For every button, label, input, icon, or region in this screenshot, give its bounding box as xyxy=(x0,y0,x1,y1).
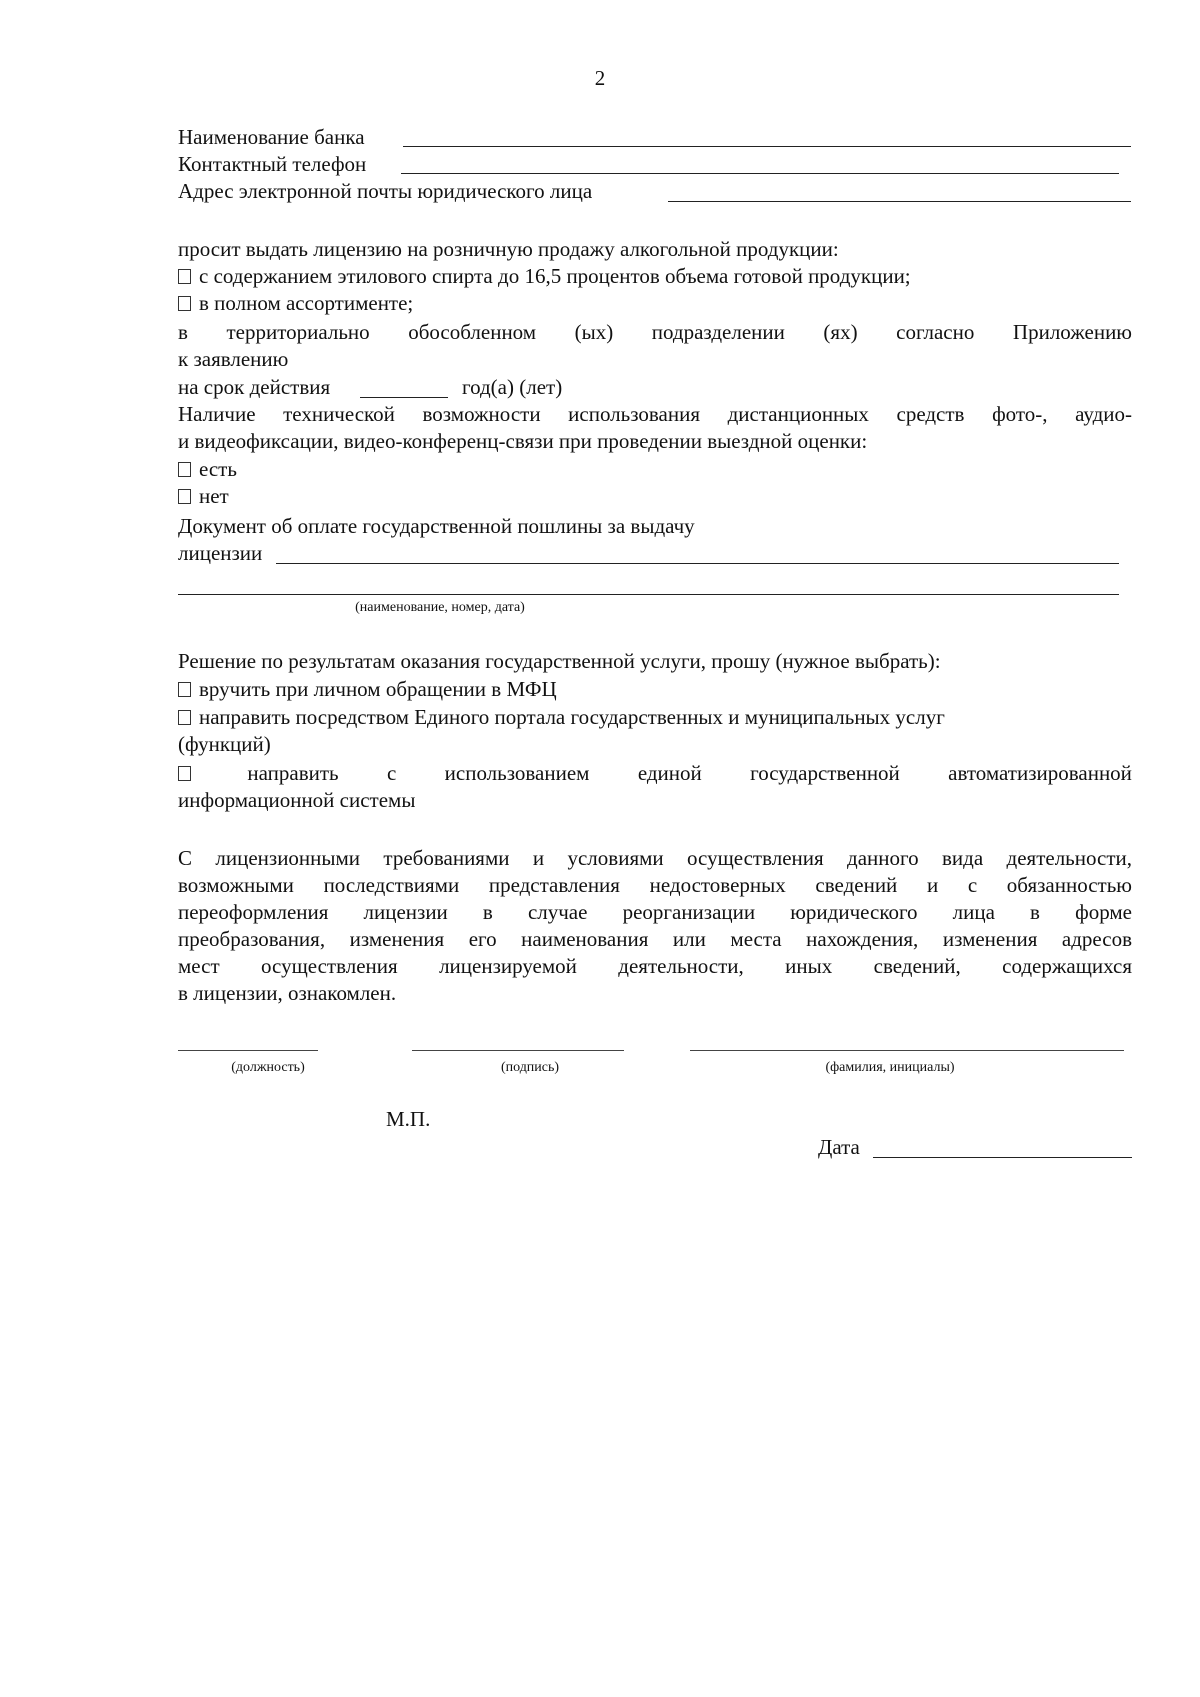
decision-intro: Решение по результатам оказания государственной услуги, прошу (нужное выбрать): xyxy=(178,649,941,673)
request-intro: просит выдать лицензию на розничную продажу алкогольной продукции: xyxy=(178,237,839,261)
egais-word: с xyxy=(386,761,397,785)
tech-yes-checkbox[interactable] xyxy=(178,462,191,477)
option-portal xyxy=(178,704,945,730)
fee-document-field-2[interactable] xyxy=(178,594,1119,595)
bank-name-label: Наименование банка xyxy=(178,125,365,149)
name-caption: (фамилия, инициалы) xyxy=(825,1060,955,1075)
fee-line-1: Документ об оплате государственной пошлины за выдачу xyxy=(178,514,695,538)
position-caption: (должность) xyxy=(231,1060,305,1075)
egais-checkbox[interactable] xyxy=(178,766,191,781)
fee-caption: (наименование, номер, дата) xyxy=(355,600,525,615)
option-full-assortment xyxy=(178,290,413,316)
ack-line-3: переоформления лицензии в случае реорганизации юридического лица в форме xyxy=(178,900,1132,924)
phone-field[interactable] xyxy=(401,173,1119,174)
tech-line-2: и видеофиксации, видео-конференц-связи при проведении выездной оценки: xyxy=(178,429,868,453)
tech-yes-option xyxy=(178,456,237,482)
low-alcohol-checkbox[interactable] xyxy=(178,269,191,284)
mfc-checkbox[interactable] xyxy=(178,682,191,697)
option-full-assortment-label: в полном ассортименте; xyxy=(199,291,414,315)
option-mfc-label: вручить при личном обращении в МФЦ xyxy=(199,677,557,701)
full-assortment-checkbox[interactable] xyxy=(178,296,191,311)
tech-yes-label: есть xyxy=(199,457,237,481)
date-label: Дата xyxy=(818,1135,860,1159)
tech-no-checkbox[interactable] xyxy=(178,489,191,504)
fee-document-field[interactable] xyxy=(276,563,1119,564)
option-portal-label: направить посредством Единого портала государственных и муниципальных услуг xyxy=(199,705,945,729)
signature-field[interactable] xyxy=(412,1050,624,1051)
page-number: 2 xyxy=(594,66,606,90)
ack-line-5: мест осуществления лицензируемой деятельности, иных сведений, содержащихся xyxy=(178,954,1132,978)
tech-no-option xyxy=(178,483,229,509)
name-field[interactable] xyxy=(690,1050,1124,1051)
option-egais xyxy=(178,760,1132,786)
subdivision-line-2: к заявлению xyxy=(178,347,289,371)
bank-name-field[interactable] xyxy=(403,146,1131,147)
egais-word: использованием xyxy=(444,761,590,785)
fee-line-2: лицензии xyxy=(178,541,263,565)
tech-line-1: Наличие технической возможности использования дистанционных средств фото-, аудио- xyxy=(178,402,1132,426)
email-label: Адрес электронной почты юридического лица xyxy=(178,179,593,203)
tech-no-label: нет xyxy=(199,484,229,508)
ack-line-2: возможными последствиями представления недостоверных сведений и с обязанностью xyxy=(178,873,1132,897)
term-suffix: год(а) (лет) xyxy=(462,375,563,399)
egais-word: направить xyxy=(247,761,339,785)
option-mfc xyxy=(178,676,557,702)
egais-word: государственной xyxy=(750,761,900,785)
term-field[interactable] xyxy=(360,397,448,398)
ack-line-6: в лицензии, ознакомлен. xyxy=(178,981,397,1005)
ack-line-4: преобразования, изменения его наименования или места нахождения, изменения адресов xyxy=(178,927,1132,951)
email-field[interactable] xyxy=(668,201,1131,202)
option-low-alcohol xyxy=(178,263,911,289)
egais-word: единой xyxy=(637,761,702,785)
option-egais-line-2: информационной системы xyxy=(178,788,416,812)
phone-label: Контактный телефон xyxy=(178,152,367,176)
position-field[interactable] xyxy=(178,1050,318,1051)
stamp-label: М.П. xyxy=(386,1107,431,1131)
subdivision-line-1: в территориально обособленном (ых) подразделении (ях) согласно Приложению xyxy=(178,320,1132,344)
option-portal-line-2: (функций) xyxy=(178,732,271,756)
portal-checkbox[interactable] xyxy=(178,710,191,725)
egais-word: автоматизированной xyxy=(948,761,1132,785)
option-low-alcohol-label: с содержанием этилового спирта до 16,5 процентов объема готовой продукции; xyxy=(199,264,911,288)
term-prefix: на срок действия xyxy=(178,375,331,399)
date-field[interactable] xyxy=(873,1157,1132,1158)
ack-line-1: С лицензионными требованиями и условиями осуществления данного вида деятельности, xyxy=(178,846,1132,870)
signature-caption: (подпись) xyxy=(500,1060,560,1075)
